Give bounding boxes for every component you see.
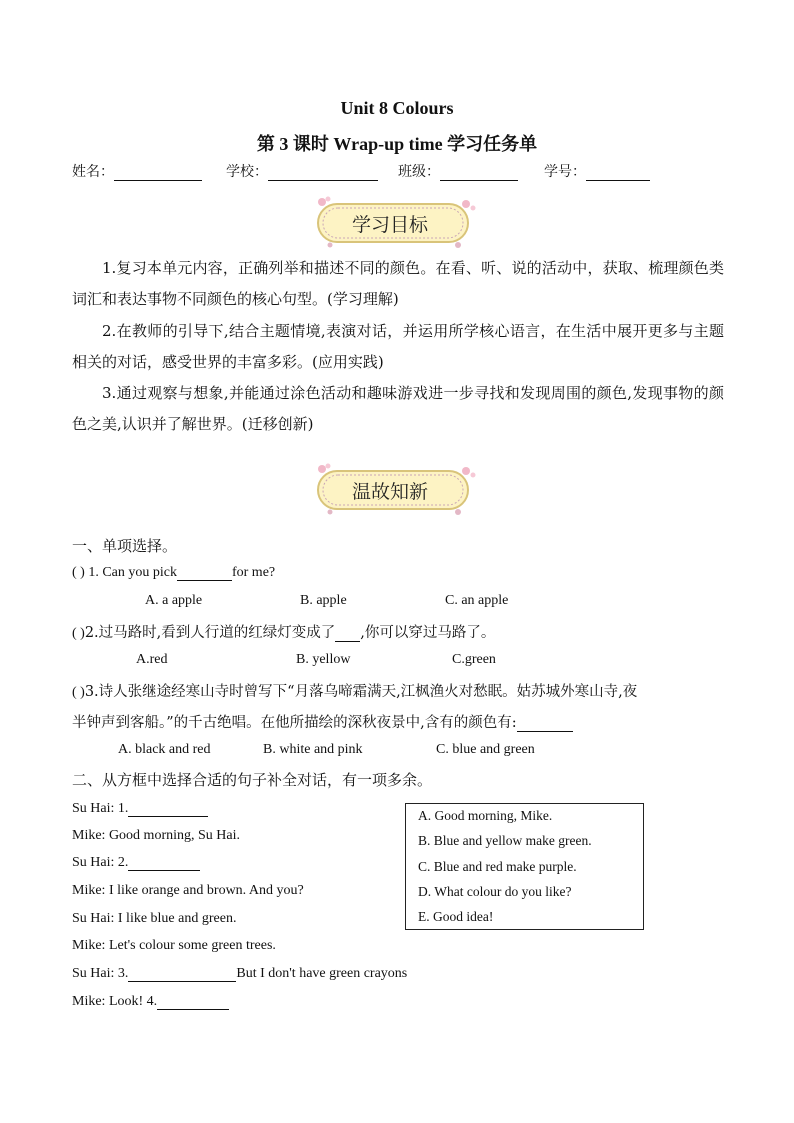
question-1 — [72, 565, 275, 581]
q2-option-a[interactable]: A.red — [136, 652, 168, 667]
school-label: 学校： — [226, 164, 268, 180]
dialogue-blank-2[interactable] — [128, 855, 200, 871]
dialogue-blank-1[interactable] — [128, 801, 208, 817]
q1-option-b[interactable]: B. apple — [300, 593, 347, 608]
banner-review — [310, 463, 480, 519]
dialogue-line-2: Mike: Good morning, Su Hai. — [72, 828, 240, 843]
q1-option-c[interactable]: C. an apple — [445, 593, 509, 608]
box-option-d[interactable]: D. What colour do you like? — [418, 884, 572, 899]
q3-option-a[interactable]: A. black and red — [118, 742, 211, 757]
dialogue-line-8 — [72, 994, 229, 1010]
q2-option-c[interactable]: C.green — [452, 652, 496, 667]
part1-heading: 一、单项选择。 — [72, 537, 178, 555]
answer-paren[interactable]: ( ) — [72, 685, 85, 700]
part2-heading: 二、从方框中选择合适的句子补全对话，有一项多余。 — [72, 771, 433, 789]
sentence-options-box — [405, 803, 644, 930]
box-option-b[interactable]: B. Blue and yellow make green. — [418, 833, 592, 848]
dialogue-line-1 — [72, 801, 208, 817]
objective-2: 2.在教师的引导下,结合主题情境,表演对话，并运用所学核心语言，在生活中展开更多与主题相关的对话，感受世界的丰富多彩。(应用实践) — [72, 322, 724, 371]
question-3-line-2 — [72, 711, 573, 732]
number-field[interactable] — [544, 161, 650, 181]
number-blank[interactable] — [586, 165, 650, 181]
school-blank[interactable] — [268, 165, 378, 181]
question-3-text-2: 半钟声到客船。”的千古绝唱。在他所描绘的深秋夜景中,含有的颜色有: — [72, 715, 517, 731]
dialogue-line-6: Mike: Let's colour some green trees. — [72, 938, 276, 953]
question-2-text-end: ,你可以穿过马路了。 — [360, 625, 496, 641]
question-2-text: 2.过马路时,看到人行道的红绿灯变成了 — [84, 625, 336, 641]
dialogue-line-5: Su Hai: I like blue and green. — [72, 911, 237, 926]
unit-title: Unit 8 Colours — [340, 98, 454, 118]
class-label: 班级： — [398, 164, 440, 180]
q3-option-b[interactable]: B. white and pink — [263, 742, 363, 757]
question-1-text: 1. Can you pick — [84, 565, 177, 580]
banner-learning-goals-text: 学习目标 — [351, 214, 428, 236]
question-1-text-end: for me? — [231, 565, 276, 580]
box-option-e[interactable]: E. Good idea! — [418, 909, 494, 924]
question-3-blank[interactable] — [517, 716, 573, 732]
question-1-blank[interactable] — [177, 565, 232, 581]
dialogue-text: Su Hai: 2. — [72, 855, 129, 870]
box-option-a[interactable]: A. Good morning, Mike. — [418, 808, 553, 823]
answer-paren[interactable]: ( ) — [72, 565, 85, 580]
class-field[interactable] — [398, 161, 518, 181]
dialogue-blank-3[interactable] — [128, 966, 236, 982]
dialogue-line-7 — [72, 966, 407, 982]
dialogue-line-4: Mike: I like orange and brown. And you? — [72, 883, 304, 898]
banner-review-text: 温故知新 — [351, 481, 428, 503]
name-field[interactable] — [72, 161, 202, 181]
dialogue-text: Mike: Look! 4. — [72, 994, 158, 1009]
number-label: 学号： — [544, 164, 586, 180]
dialogue-text-end: But I don't have green crayons — [236, 966, 408, 981]
q2-option-b[interactable]: B. yellow — [296, 652, 351, 667]
q3-option-c[interactable]: C. blue and green — [436, 742, 535, 757]
banner-learning-goals — [310, 196, 480, 252]
dialogue-blank-4[interactable] — [157, 994, 229, 1010]
box-option-c[interactable]: C. Blue and red make purple. — [418, 859, 577, 874]
objective-3: 3.通过观察与想象,并能通过涂色活动和趣味游戏进一步寻找和发现周围的颜色,发现事物的颜色之美,认识并了解世界。(迁移创新) — [72, 384, 724, 433]
dialogue-text: Su Hai: 3. — [72, 966, 129, 981]
q1-option-a[interactable]: A. a apple — [145, 593, 203, 608]
lesson-title: 第 3 课时 Wrap-up time 学习任务单 — [256, 134, 538, 154]
name-blank[interactable] — [114, 165, 202, 181]
answer-paren[interactable]: ( ) — [72, 626, 85, 641]
school-field[interactable] — [226, 161, 378, 181]
question-2-blank[interactable] — [335, 626, 360, 642]
dialogue-text: Su Hai: 1. — [72, 801, 129, 816]
class-blank[interactable] — [440, 165, 518, 181]
student-info-row — [72, 161, 722, 183]
objective-1: 1.复习本单元内容，正确列举和描述不同的颜色。在看、听、说的活动中，获取、梳理颜色类词汇和表达事物不同颜色的核心句型。(学习理解) — [72, 259, 724, 308]
question-3-line-1 — [72, 680, 637, 701]
name-label: 姓名： — [72, 164, 114, 180]
question-3-text: 3.诗人张继途经寒山寺时曾写下“月落乌啼霜满天,江枫渔火对愁眠。姑苏城外寒山寺,夜 — [84, 684, 638, 700]
question-2 — [72, 621, 495, 642]
dialogue-line-3 — [72, 855, 200, 871]
